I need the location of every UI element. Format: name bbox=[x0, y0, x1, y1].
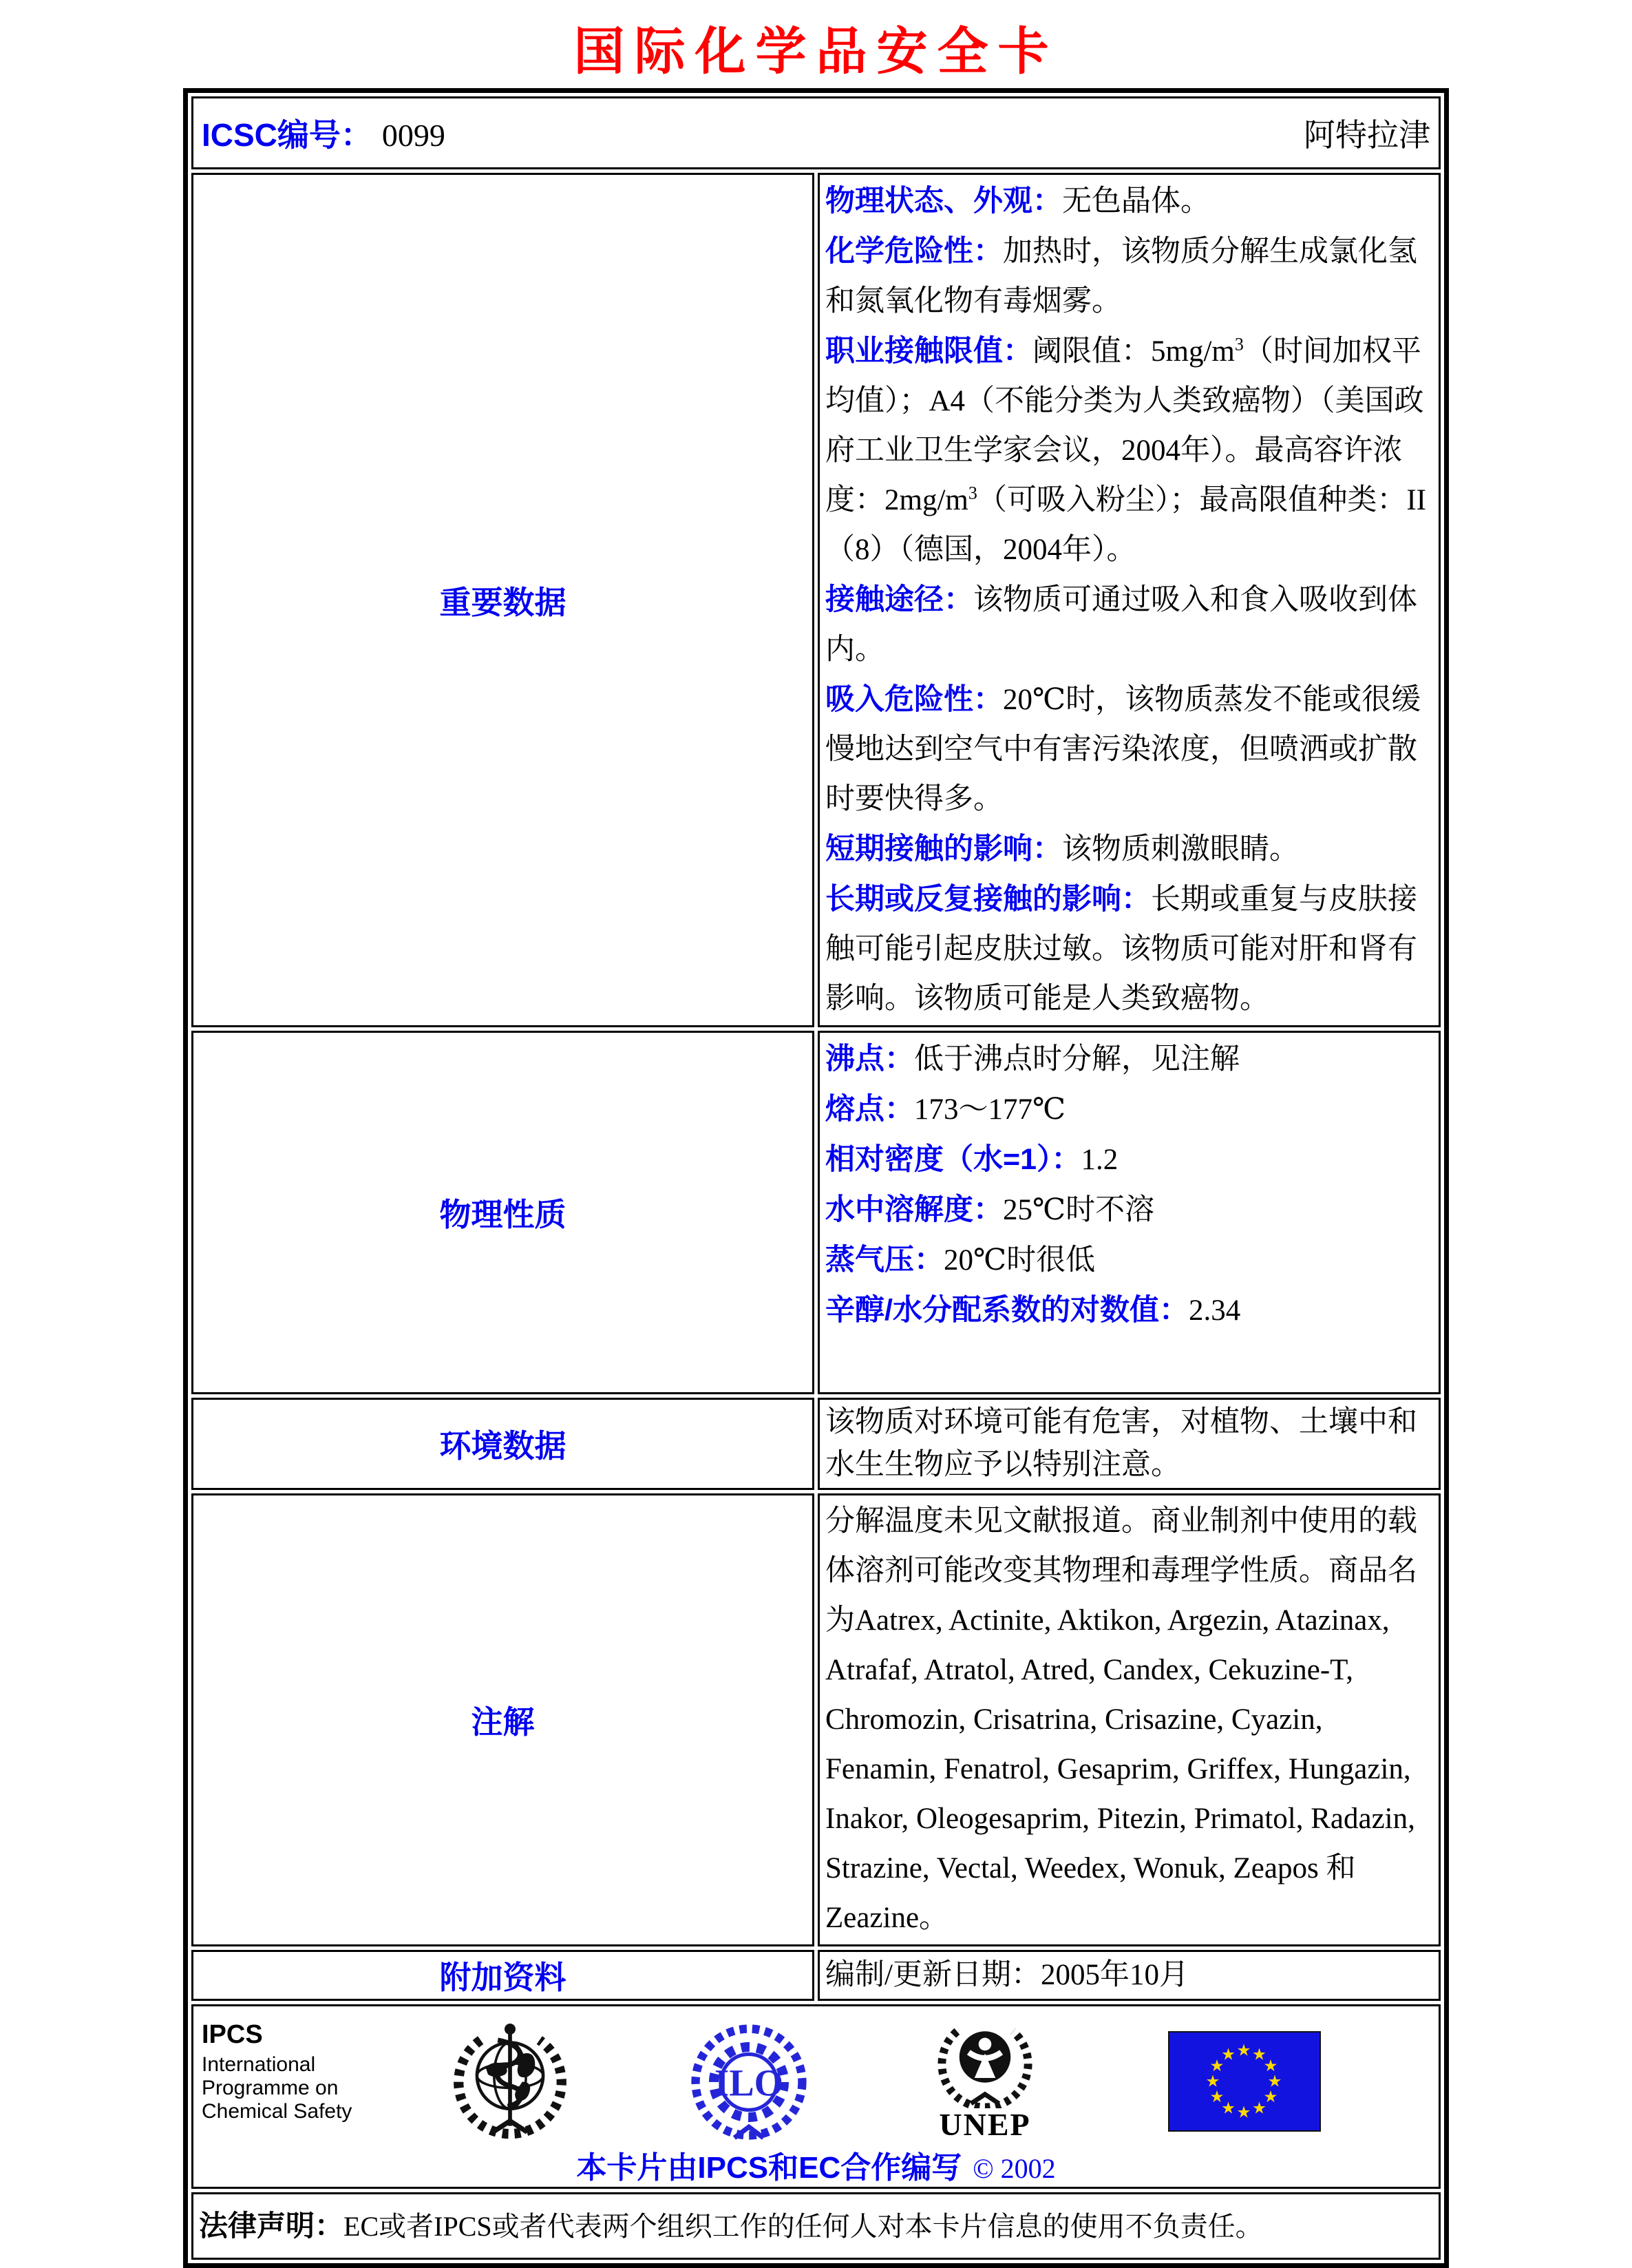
paragraph bbox=[825, 326, 1433, 575]
section-label-notes: 注解 bbox=[191, 1493, 814, 1946]
section-label-physical-properties: 物理性质 bbox=[191, 1031, 814, 1394]
eu-flag-icon bbox=[1168, 2031, 1321, 2132]
paragraph bbox=[825, 824, 1433, 874]
additional-info-row bbox=[191, 1950, 1441, 2001]
field-label: 辛醇/水分配系数的对数值： bbox=[825, 1294, 1189, 1327]
notes-content bbox=[818, 1493, 1441, 1946]
field-text: 173～177℃ bbox=[914, 1093, 1066, 1126]
field-label: 接触途径： bbox=[825, 583, 973, 616]
field-text: 长期或重复与皮肤接触可能引起皮肤过敏。该物质可能对肝和肾有影响。该物质可能是人类致癌物。 bbox=[825, 883, 1417, 1015]
header-inner bbox=[202, 110, 1430, 156]
chemical-name: 阿特拉津 bbox=[1304, 118, 1430, 153]
field-text: （可吸入粉尘）；最高限值种类：II（8）（德国，2004年）。 bbox=[825, 484, 1426, 566]
field-text: 编制/更新日期：2005年10月 bbox=[825, 1959, 1189, 1991]
notes-row bbox=[191, 1493, 1441, 1946]
field-text: 3 bbox=[968, 483, 977, 503]
physical-properties-row bbox=[191, 1031, 1441, 1394]
field-text: 20℃时，该物质蒸发不能或很缓慢地达到空气中有害污染浓度，但喷洒或扩散时要快得多。 bbox=[825, 684, 1421, 815]
field-label: 短期接触的影响： bbox=[825, 832, 1062, 865]
field-label: 相对密度（水=1）： bbox=[825, 1143, 1081, 1176]
unep-block bbox=[924, 2017, 1046, 2141]
ipcs-subtitle-line: Chemical Safety bbox=[202, 2100, 352, 2123]
field-label: 蒸气压： bbox=[825, 1243, 944, 1277]
field-label: 长期或反复接触的影响： bbox=[825, 883, 1151, 916]
legal-row bbox=[191, 2192, 1441, 2260]
credit-text: 本卡片由IPCS和EC合作编写 bbox=[576, 2151, 962, 2185]
paragraph bbox=[825, 675, 1433, 824]
paragraph bbox=[825, 1084, 1433, 1135]
field-text: 该物质刺激眼睛。 bbox=[1062, 833, 1299, 865]
icsc-number-group bbox=[202, 110, 445, 156]
field-label: 水中溶解度： bbox=[825, 1193, 1003, 1226]
paragraph bbox=[825, 1285, 1433, 1336]
field-text: 该物质对环境可能有危害，对植物、土壤中和水生生物应予以特别注意。 bbox=[825, 1406, 1417, 1481]
unep-logo-label: UNEP bbox=[939, 2107, 1031, 2142]
field-text: 3 bbox=[1234, 334, 1244, 355]
paragraph bbox=[825, 1401, 1433, 1487]
paragraph bbox=[825, 874, 1433, 1024]
field-text: 2.34 bbox=[1188, 1294, 1241, 1327]
field-text: 该物质可通过吸入和食入吸收到体内。 bbox=[825, 584, 1417, 666]
field-text: 无色晶体。 bbox=[1062, 185, 1210, 218]
field-text: 分解温度未见文献报道。商业制剂中使用的载体溶剂可能改变其物理和毒理学性质。商品名为Aatrex, Actinite, Aktikon, Argezin, Atazinax, Atrafaf, Atratol, Atred, Candex, Cekuzine-T, Chromozin, Crisatrina, Crisazine, Cyazin, Fenamin, Fenatrol, Gesaprim, Griffex, Hungazin, Inakor, Oleogesaprim, Pitezin, Primatol, Radazin, Strazine, Vectal, Weedex, Wonuk, Zeapos 和 Zeazine。 bbox=[825, 1505, 1417, 1934]
paragraph bbox=[825, 227, 1433, 326]
field-text: 低于沸点时分解，见注解 bbox=[914, 1043, 1240, 1075]
field-label: 物理状态、外观： bbox=[825, 185, 1062, 218]
field-text: 1.2 bbox=[1081, 1144, 1119, 1176]
paragraph bbox=[825, 1185, 1433, 1235]
ipcs-block bbox=[202, 2022, 352, 2123]
additional-info-content bbox=[818, 1950, 1441, 2001]
field-label: 化学危险性： bbox=[825, 235, 1003, 268]
paragraph bbox=[825, 1135, 1433, 1185]
copyright: © 2002 bbox=[973, 2153, 1056, 2184]
field-label: 熔点： bbox=[825, 1093, 914, 1126]
paragraph bbox=[825, 1235, 1433, 1285]
field-label: 职业接触限值： bbox=[825, 335, 1032, 368]
field-text: 20℃时很低 bbox=[944, 1244, 1096, 1277]
ipcs-subtitle-line: Programme on bbox=[202, 2077, 339, 2099]
physical-properties-content bbox=[818, 1031, 1441, 1394]
section-label-additional-info: 附加资料 bbox=[191, 1950, 814, 2001]
environmental-data-row bbox=[191, 1398, 1441, 1490]
credit-line bbox=[193, 2152, 1439, 2185]
legal-cell bbox=[191, 2192, 1441, 2260]
paragraph bbox=[825, 176, 1433, 227]
ipcs-title: IPCS bbox=[202, 2020, 263, 2049]
field-text: 25℃时不溶 bbox=[1003, 1194, 1155, 1226]
safety-card bbox=[183, 88, 1449, 2268]
ipcs-subtitle-line: International bbox=[202, 2053, 316, 2076]
environmental-data-content bbox=[818, 1398, 1441, 1490]
paragraph bbox=[825, 1034, 1433, 1084]
ilo-logo-icon bbox=[685, 2022, 813, 2143]
logos-row bbox=[191, 2004, 1441, 2189]
field-label: 吸入危险性： bbox=[825, 683, 1003, 716]
icsc-number-label: ICSC编号： bbox=[202, 117, 372, 153]
header-row bbox=[191, 96, 1441, 169]
section-label-environmental-data: 环境数据 bbox=[191, 1398, 814, 1490]
page-title: 国际化学品安全卡 bbox=[573, 24, 1059, 81]
paragraph bbox=[825, 1956, 1433, 1995]
svg-text:ILO: ILO bbox=[714, 2061, 784, 2104]
field-text: （时间加权平均值）；A4（不能分类为人类致癌物）（美国政府工业卫生学家会议，2004年）。最高容许浓度：2mg/m bbox=[825, 335, 1424, 516]
who-logo-icon bbox=[449, 2016, 571, 2143]
logos-cell bbox=[191, 2004, 1441, 2189]
important-data-content bbox=[818, 173, 1441, 1027]
card-table bbox=[188, 93, 1444, 2263]
icsc-number-value: 0099 bbox=[381, 118, 445, 153]
paragraph bbox=[825, 575, 1433, 675]
legal-text: EC或者IPCS或者代表两个组织工作的任何人对本卡片信息的使用不负责任。 bbox=[343, 2210, 1263, 2242]
field-label: 沸点： bbox=[825, 1042, 914, 1075]
field-text: 加热时，该物质分解生成氯化氢和氮氧化物有毒烟雾。 bbox=[825, 235, 1417, 317]
field-text: 阈限值：5mg/m bbox=[1032, 335, 1235, 368]
section-label-important-data: 重要数据 bbox=[191, 173, 814, 1027]
unep-logo-icon bbox=[926, 2017, 1043, 2108]
header-cell bbox=[191, 96, 1441, 169]
paragraph bbox=[825, 1497, 1433, 1943]
important-data-row bbox=[191, 173, 1441, 1027]
logos-strip bbox=[193, 2006, 1439, 2187]
legal-label: 法律声明： bbox=[199, 2209, 344, 2242]
